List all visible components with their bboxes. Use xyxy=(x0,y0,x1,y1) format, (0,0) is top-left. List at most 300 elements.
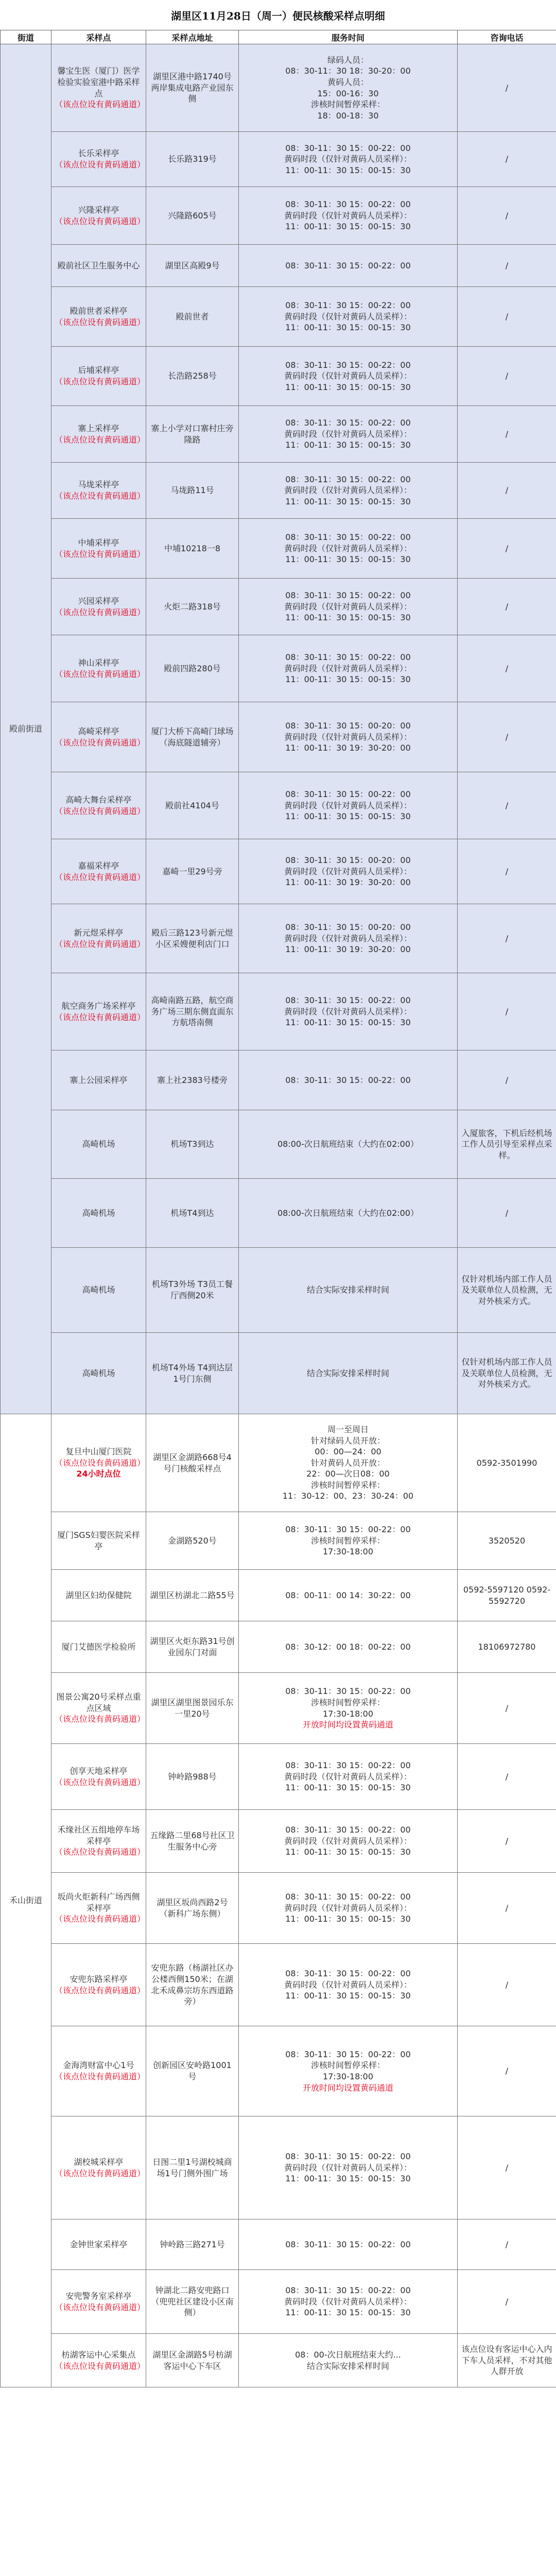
service-time-cell xyxy=(239,839,458,904)
sampling-site-table xyxy=(0,30,556,2387)
service-time-line: 11：00-11：30 19：30-20：00 xyxy=(285,944,411,955)
service-time-line: 17:30-18:00 xyxy=(323,1708,373,1719)
site-address: 长浩路258号 xyxy=(168,371,217,381)
service-time-cell xyxy=(239,1873,458,1944)
service-time-cell xyxy=(239,245,458,287)
phone-cell xyxy=(458,1570,556,1621)
site-name: 兴园采样亭 xyxy=(78,596,119,606)
phone-cell xyxy=(458,635,556,702)
site-cell xyxy=(51,2026,146,2116)
site-address: 湖里区湖里图景园乐东一里20号 xyxy=(151,1697,234,1719)
site-cell xyxy=(51,839,146,904)
service-time-line: 08：30-11：30 15：00-20：00 xyxy=(285,922,411,933)
site-cell xyxy=(51,1414,146,1512)
site-name: 厦门SGS妇婴医院采样亭 xyxy=(57,1530,140,1551)
site-name: 高崎机场 xyxy=(82,1285,115,1295)
service-time-cell xyxy=(239,1570,458,1621)
service-time-cell xyxy=(239,1110,458,1179)
address-cell xyxy=(146,44,239,132)
site-name: 马垅采样亭 xyxy=(78,480,119,490)
site-address: 钟岭路三路271号 xyxy=(160,2239,225,2249)
consult-phone: / xyxy=(505,1075,509,1085)
hours-24-note: 24小时点位 xyxy=(76,1469,121,1479)
address-cell xyxy=(146,1673,239,1744)
service-time-line: 黄码时段（仅针对黄码人员采样）： xyxy=(284,371,412,381)
service-time-line: 11：00-11：30 15：00-15：30 xyxy=(285,674,411,685)
site-cell xyxy=(51,635,146,702)
table-row xyxy=(1,132,556,187)
phone-cell xyxy=(458,1414,556,1512)
service-time-line: 绿码人员： xyxy=(327,55,369,65)
yellow-code-note: （该点位设有黄码通道） xyxy=(55,1714,146,1724)
table-row xyxy=(1,1414,556,1512)
service-time-cell xyxy=(239,1050,458,1110)
table-row xyxy=(1,1873,556,1944)
consult-phone: / xyxy=(505,1006,509,1016)
consult-phone: / xyxy=(505,311,509,321)
service-time-line: 08：30-11：30 15：00-22：00 xyxy=(285,1075,411,1085)
yellow-code-note: （该点位设有黄码通道） xyxy=(55,434,146,445)
service-time-line: 11：00-11：30 19：30-20：00 xyxy=(285,743,411,753)
phone-cell xyxy=(458,772,556,839)
phone-cell xyxy=(458,904,556,973)
site-name: 复旦中山厦门医院 xyxy=(65,1447,132,1457)
service-time-line: 08：30-11：30 15：00-22：00 xyxy=(285,1892,411,1902)
service-time-line: 08：30-11：30 15：00-22：00 xyxy=(285,590,411,601)
site-address: 湖里区金湖路668号4号门核酸采样点 xyxy=(153,1452,232,1473)
service-time-line: 08：30-11：30 15：00-22：00 xyxy=(285,2239,411,2249)
site-address: 机场T3到达 xyxy=(170,1139,214,1149)
table-row xyxy=(1,1673,556,1744)
table-row xyxy=(1,839,556,904)
address-cell xyxy=(146,1873,239,1944)
service-time-cell xyxy=(239,2116,458,2219)
consult-phone: / xyxy=(505,732,509,742)
table-row xyxy=(1,245,556,287)
site-name: 高崎采样亭 xyxy=(78,726,119,736)
phone-cell xyxy=(458,463,556,519)
service-time-cell xyxy=(239,347,458,406)
column-header-site: 采样点 xyxy=(51,30,146,44)
yellow-code-note: （该点位设有黄码通道） xyxy=(55,491,146,501)
consult-phone: / xyxy=(505,154,509,164)
service-time-cell xyxy=(239,287,458,347)
service-time-line: 08：30-11：30 15：00-22：00 xyxy=(285,474,411,484)
address-cell xyxy=(146,2026,239,2116)
address-cell xyxy=(146,1621,239,1673)
address-cell xyxy=(146,132,239,187)
phone-cell xyxy=(458,973,556,1050)
service-time-cell xyxy=(239,1944,458,2026)
address-cell xyxy=(146,635,239,702)
service-time-line: 08：30-11：30 15：00-22：00 xyxy=(285,2151,411,2162)
table-row xyxy=(1,287,556,347)
service-time-line: 黄码时段（仅针对黄码人员采样）： xyxy=(284,1979,412,1990)
consult-phone: / xyxy=(505,2066,509,2076)
phone-cell xyxy=(458,2270,556,2334)
table-row xyxy=(1,1110,556,1179)
site-name: 湖里区妇幼保健院 xyxy=(65,1590,132,1600)
column-header-phone: 咨询电话 xyxy=(458,30,556,44)
consult-phone: 3520520 xyxy=(488,1535,526,1546)
service-time-line: 08：30-11：30 15：00-22：00 xyxy=(285,300,411,311)
service-time-line: 17:30-18:00 xyxy=(323,1547,373,1557)
address-cell xyxy=(146,2334,239,2387)
site-name: 神山采样亭 xyxy=(78,657,119,668)
service-time-line: 黄码时段（仅针对黄码人员采样）： xyxy=(284,1006,412,1016)
site-name: 厦门艾德医学检验所 xyxy=(61,1641,136,1652)
site-cell xyxy=(51,1110,146,1179)
service-time-line: 08：30-11：30 15：00-22：00 xyxy=(285,1524,411,1535)
service-time-line: 黄码时段（仅针对黄码人员采样）： xyxy=(284,1903,412,1913)
site-name: 馨宝生医（厦门）医学检验实验室港中路采样点 xyxy=(57,66,140,98)
service-time-line: 针对绿码人员开放： xyxy=(310,1435,385,1446)
site-cell xyxy=(51,463,146,519)
table-row xyxy=(1,702,556,772)
address-cell xyxy=(146,973,239,1050)
service-time-cell xyxy=(239,973,458,1050)
service-time-line: 11：00-11：30 15：00-15：30 xyxy=(285,1783,411,1793)
consult-phone: 该点位设有客运中心入内下车人员采样，不对其他人群开放 xyxy=(461,2344,552,2377)
service-time-line: 11：00-11：30 15：00-15：30 xyxy=(285,323,411,333)
site-name: 后埔采样亭 xyxy=(78,365,119,376)
address-cell xyxy=(146,1944,239,2026)
phone-cell xyxy=(458,1744,556,1810)
consult-phone: / xyxy=(505,1979,509,1990)
table-row xyxy=(1,579,556,635)
table-row xyxy=(1,519,556,579)
yellow-code-note: （该点位设有黄码通道） xyxy=(55,1985,146,1995)
address-cell xyxy=(146,579,239,635)
yellow-code-note: （该点位设有黄码通道） xyxy=(55,2168,146,2178)
site-cell xyxy=(51,1512,146,1570)
service-time-line: 11：00-11：30 15：00-15：30 xyxy=(285,1018,411,1028)
consult-phone: / xyxy=(505,543,509,553)
site-address: 殿前四路280号 xyxy=(164,663,221,673)
site-cell xyxy=(51,245,146,287)
yellow-code-note: （该点位设有黄码通道） xyxy=(55,99,146,110)
consult-phone: / xyxy=(505,429,509,439)
service-time-cell xyxy=(239,579,458,635)
site-name: 安兜警务室采样亭 xyxy=(65,2291,132,2301)
table-row xyxy=(1,44,556,132)
site-cell xyxy=(51,1570,146,1621)
consult-phone: / xyxy=(505,933,509,943)
consult-phone: / xyxy=(505,2162,509,2173)
site-cell xyxy=(51,44,146,132)
site-address: 湖里区金湖路5号枋湖客运中心下车区 xyxy=(152,2349,232,2371)
service-time-cell xyxy=(239,406,458,463)
site-cell xyxy=(51,1873,146,1944)
consult-phone: / xyxy=(505,1703,509,1713)
address-cell xyxy=(146,347,239,406)
site-cell xyxy=(51,406,146,463)
phone-cell xyxy=(458,2219,556,2270)
table-row xyxy=(1,1621,556,1673)
site-address: 兴隆路605号 xyxy=(168,210,217,221)
service-time-line: 08：30-11：30 15：00-20：00 xyxy=(285,721,411,731)
site-cell xyxy=(51,1179,146,1248)
address-cell xyxy=(146,1512,239,1570)
site-address: 钟湖北二路安兜路口（兜兜社区建设小区南侧） xyxy=(151,2285,234,2318)
phone-cell xyxy=(458,2026,556,2116)
site-address: 湖里区枋湖北二路55号 xyxy=(150,1590,235,1600)
site-cell xyxy=(51,973,146,1050)
address-cell xyxy=(146,1050,239,1110)
service-time-line: 08：00-11：00 14：30-22：00 xyxy=(285,1590,411,1600)
service-time-line: 黄码时段（仅针对黄码人员采样）： xyxy=(284,485,412,496)
service-time-line: 08：30-11：30 15：00-22：00 xyxy=(285,360,411,370)
site-address: 安兜东路（杨湖社区办公楼西侧150米；在湖北禾成鼻宗坊东西道路旁） xyxy=(151,1963,234,2007)
site-address: 长乐路319号 xyxy=(168,154,217,164)
service-time-line: 08：30-11：30 15：00-22：00 xyxy=(285,260,411,270)
yellow-code-note: （该点位设有黄码通道） xyxy=(55,1777,146,1787)
service-time-line: 08：30-11：30 15：00-22：00 xyxy=(285,532,411,543)
address-cell xyxy=(146,1744,239,1810)
address-cell xyxy=(146,406,239,463)
site-cell xyxy=(51,132,146,187)
consult-phone: / xyxy=(505,1836,509,1846)
site-cell xyxy=(51,519,146,579)
consult-phone: / xyxy=(505,371,509,381)
site-cell xyxy=(51,579,146,635)
service-time-line: 黄码人员： xyxy=(327,77,369,87)
yellow-code-note: （该点位设有黄码通道） xyxy=(55,2072,146,2081)
service-time-cell xyxy=(239,2219,458,2270)
service-time-line: 黄码时段（仅针对黄码人员采样）： xyxy=(284,2162,412,2173)
service-time-line: 08：30-11：30 15：00-22：00 xyxy=(285,199,411,210)
phone-cell xyxy=(458,44,556,132)
site-address: 金湖路520号 xyxy=(168,1535,217,1546)
site-address: 机场T4外场 T4到达层1号门东侧 xyxy=(152,1362,233,1384)
yellow-code-note: （该点位设有黄码通道） xyxy=(55,2361,146,2371)
column-header-street: 街道 xyxy=(1,30,51,44)
service-time-line: 黄码时段（仅针对黄码人员采样）： xyxy=(284,601,412,612)
site-name: 坂尚火炬新科广场西侧采样亭 xyxy=(57,1892,140,1913)
yellow-code-note: （该点位设有黄码通道） xyxy=(55,607,146,617)
phone-cell xyxy=(458,1944,556,2026)
service-time-line: 08：30-11：30 15：00-22：00 xyxy=(285,418,411,428)
address-cell xyxy=(146,187,239,245)
site-address: 殿前社4104号 xyxy=(165,800,219,810)
service-time-line: 11：00-11：30 15：00-15：30 xyxy=(285,2174,411,2184)
service-time-line: 黄码时段（仅针对黄码人员采样）： xyxy=(284,732,412,742)
service-time-line: 涉核时间暂停采样： xyxy=(310,99,385,110)
phone-cell xyxy=(458,1110,556,1179)
column-header-address: 采样点地址 xyxy=(146,30,239,44)
site-address: 高崎南路五路，航空商务广场三期东侧直面东方航塔南侧 xyxy=(151,995,234,1028)
consult-phone: 仅针对机场内部工作人员及关联单位人员检测，无对外核采方式。 xyxy=(461,1274,552,1306)
phone-cell xyxy=(458,1512,556,1570)
site-address: 马垅路11号 xyxy=(170,485,214,496)
service-time-line: 15：00-16：30 xyxy=(317,88,379,98)
phone-cell xyxy=(458,1333,556,1414)
consult-phone: / xyxy=(505,260,509,270)
service-time-line: 黄码时段（仅针对黄码人员采样）： xyxy=(284,663,412,673)
site-cell xyxy=(51,1248,146,1333)
site-address: 火炬二路318号 xyxy=(164,601,221,612)
service-time-cell xyxy=(239,132,458,187)
service-time-line: 黄码时段（仅针对黄码人员采样）： xyxy=(284,543,412,553)
phone-cell xyxy=(458,1810,556,1873)
yellow-code-note: （该点位设有黄码通道） xyxy=(55,737,146,748)
site-name: 殿前世者采样亭 xyxy=(70,306,128,316)
service-time-line: 涉核时间暂停采样： xyxy=(310,1697,385,1707)
address-cell xyxy=(146,1414,239,1512)
yellow-code-note: （该点位设有黄码通道） xyxy=(55,1847,146,1857)
service-time-line: 08：30-11：30 15：00-22：00 xyxy=(285,1686,411,1697)
site-address: 湖里区港中路1740号两岸集成电路产业园东侧 xyxy=(151,72,234,104)
yellow-code-note: （该点位设有黄码通道） xyxy=(55,377,146,386)
site-name: 枋湖客运中心采集点 xyxy=(61,2349,136,2360)
phone-cell xyxy=(458,1673,556,1744)
table-row xyxy=(1,347,556,406)
table-row xyxy=(1,2334,556,2387)
site-name: 嘉福采样亭 xyxy=(78,860,119,871)
table-row xyxy=(1,1512,556,1570)
table-row xyxy=(1,1179,556,1248)
service-time-line: 08:00-次日航班结束（大约在02:00） xyxy=(277,1139,419,1149)
consult-phone: 0592-5597120 0592-5592720 xyxy=(463,1584,551,1606)
phone-cell xyxy=(458,1050,556,1110)
service-time-line: 黄码时段（仅针对黄码人员采样）： xyxy=(284,429,412,439)
site-cell xyxy=(51,2219,146,2270)
service-time-line: 11：00-11：30 15：00-15：30 xyxy=(285,222,411,232)
yellow-code-note: （该点位设有黄码通道） xyxy=(55,317,146,327)
site-name: 金钟世家采样亭 xyxy=(70,2239,128,2249)
phone-cell xyxy=(458,702,556,772)
table-row xyxy=(1,904,556,973)
yellow-code-note: （该点位设有黄码通道） xyxy=(55,669,146,679)
service-time-line: 黄码时段（仅针对黄码人员采样）： xyxy=(284,311,412,321)
service-time-cell xyxy=(239,187,458,245)
site-address: 湖里区高殿9号 xyxy=(165,260,220,270)
address-cell xyxy=(146,1810,239,1873)
service-time-cell xyxy=(239,1621,458,1673)
table-row xyxy=(1,1570,556,1621)
service-time-line: 22：00—次日08：00 xyxy=(306,1469,390,1479)
consult-phone: / xyxy=(505,866,509,876)
address-cell xyxy=(146,2270,239,2334)
service-time-line: 结合实际安排采样时间 xyxy=(306,2361,389,2371)
service-time-line: 11：00-11：30 15：00-15：30 xyxy=(285,382,411,392)
site-address: 湖里区坂尚西路2号（新科广场东侧） xyxy=(157,1897,228,1919)
yellow-code-note: （该点位设有黄码通道） xyxy=(55,939,146,949)
service-time-cell xyxy=(239,1333,458,1414)
table-row xyxy=(1,973,556,1050)
yellow-code-note: （该点位设有黄码通道） xyxy=(55,872,146,882)
service-time-line: 08：30-11：30 15：00-22：00 xyxy=(285,1969,411,1979)
table-row xyxy=(1,2219,556,2270)
consult-phone: / xyxy=(505,2296,509,2307)
site-name: 高崎机场 xyxy=(82,1208,115,1218)
consult-phone: 入厦旅客，下机后经机场工作人员引导至采样点采样。 xyxy=(461,1128,552,1160)
service-time-line: 11：00-11：30 19：30-20：00 xyxy=(285,877,411,888)
street-name: 禾山街道 xyxy=(1,1414,51,2387)
service-time-line: 08：30-11：30 15：00-22：00 xyxy=(285,143,411,153)
service-time-line: 涉核时间暂停采样： xyxy=(310,2060,385,2071)
phone-cell xyxy=(458,287,556,347)
service-time-line: 针对黄码人员开放： xyxy=(310,1458,385,1468)
service-time-line: 08：30-11：30 15：00-20：00 xyxy=(285,855,411,866)
site-name: 寨上采样亭 xyxy=(78,423,119,433)
address-cell xyxy=(146,839,239,904)
yellow-code-note: （该点位设有黄码通道） xyxy=(55,1012,146,1022)
phone-cell xyxy=(458,1873,556,1944)
service-time-line: 08：30-11：30 15：00-22：00 xyxy=(285,1825,411,1835)
site-cell xyxy=(51,2270,146,2334)
site-name: 创享天地采样亭 xyxy=(70,1766,128,1776)
phone-cell xyxy=(458,839,556,904)
phone-cell xyxy=(458,2334,556,2387)
address-cell xyxy=(146,245,239,287)
consult-phone: / xyxy=(505,485,509,496)
site-cell xyxy=(51,1050,146,1110)
table-row xyxy=(1,1050,556,1110)
consult-phone: 0592-3501990 xyxy=(476,1458,537,1468)
yellow-code-note: （该点位设有黄码通道） xyxy=(55,216,146,226)
site-name: 航空商务广场采样亭 xyxy=(61,1001,136,1011)
address-cell xyxy=(146,2116,239,2219)
phone-cell xyxy=(458,1621,556,1673)
address-cell xyxy=(146,904,239,973)
site-name: 图景公寓20号采样点重点区域 xyxy=(56,1692,141,1713)
site-address: 湖里区火炬东路31号创业园东门对面 xyxy=(150,1636,235,1657)
service-time-line: 黄码时段（仅针对黄码人员采样）： xyxy=(284,154,412,164)
table-row xyxy=(1,1744,556,1810)
service-time-cell xyxy=(239,2270,458,2334)
service-time-line: 黄码时段（仅针对黄码人员采样）： xyxy=(284,210,412,221)
site-cell xyxy=(51,772,146,839)
service-time-cell xyxy=(239,1248,458,1333)
service-time-cell xyxy=(239,772,458,839)
site-name: 兴隆采样亭 xyxy=(78,205,119,215)
service-time-line: 08：30-11：30 15：00-22：00 xyxy=(285,2049,411,2059)
service-time-cell xyxy=(239,702,458,772)
site-name: 湖校城采样亭 xyxy=(74,2157,124,2167)
site-address: 殿前世者 xyxy=(176,311,209,321)
table-row xyxy=(1,772,556,839)
service-time-line: 11：00-11：30 15：00-15：30 xyxy=(285,554,411,565)
section-dianqian xyxy=(1,44,556,1414)
service-time-cell xyxy=(239,1414,458,1512)
service-time-line: 08：30-11：30 18：30-20：00 xyxy=(285,66,411,76)
address-cell xyxy=(146,702,239,772)
site-address: 厦门大桥下高崎门球场（海底隧道辅旁） xyxy=(151,726,234,748)
address-cell xyxy=(146,1333,239,1414)
service-time-line: 08：30-11：30 15：00-22：00 xyxy=(285,995,411,1006)
site-cell xyxy=(51,1333,146,1414)
service-time-cell xyxy=(239,463,458,519)
consult-phone: / xyxy=(505,601,509,612)
address-cell xyxy=(146,287,239,347)
site-cell xyxy=(51,1744,146,1810)
yellow-code-note: （该点位设有黄码通道） xyxy=(55,806,146,816)
site-address: 五缘路二里68号社区卫生服务中心旁 xyxy=(150,1830,235,1852)
service-time-line: 11：00-11：30 15：00-15：30 xyxy=(285,811,411,822)
service-time-cell xyxy=(239,1744,458,1810)
consult-phone: 18106972780 xyxy=(478,1641,536,1652)
service-time-cell xyxy=(239,904,458,973)
service-time-line: 08：30-11：30 15：00-22：00 xyxy=(285,2285,411,2296)
page-title: 湖里区11月28日（周一）便民核酸采样点明细 xyxy=(171,9,385,22)
site-cell xyxy=(51,1621,146,1673)
service-time-line: 18：00-18：30 xyxy=(317,110,379,121)
yellow-code-note: （该点位设有黄码通道） xyxy=(55,2302,146,2312)
service-time-line: 开放时间均设置黄码通道 xyxy=(302,1720,393,1730)
yellow-code-note: （该点位设有黄码通道） xyxy=(55,160,146,170)
site-address: 寨上社2383号楼旁 xyxy=(157,1075,228,1085)
